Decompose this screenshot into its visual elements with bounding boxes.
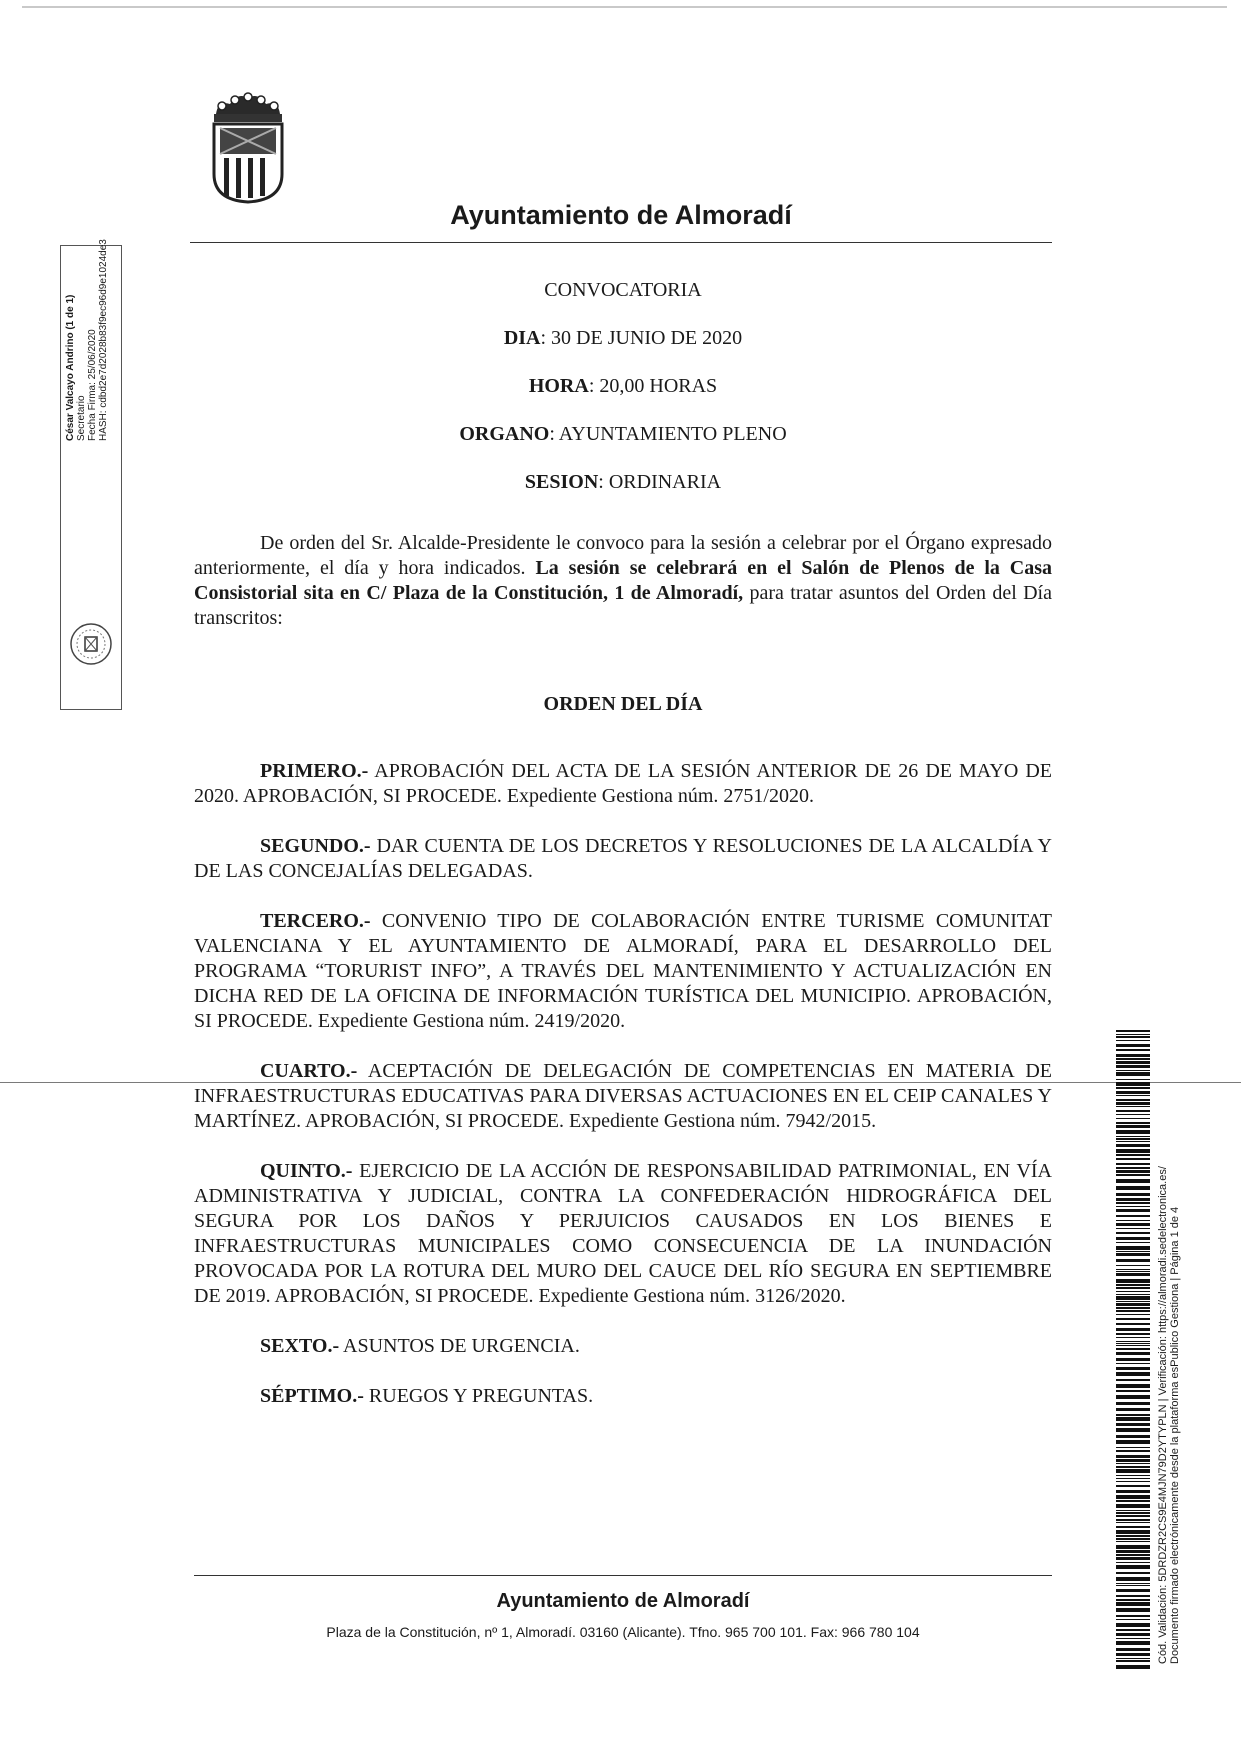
footer-address: Plaza de la Constitución, nº 1, Almoradí. 03160 (Alicante). Tfno. 965 700 101. Fax: 966 780 104 <box>326 1624 920 1640</box>
scan-top-line <box>22 6 1227 8</box>
page-title: Ayuntamiento de Almoradí <box>450 200 792 230</box>
signature-text <box>65 161 109 441</box>
agenda-heading: ORDEN DEL DÍA <box>543 693 703 715</box>
verification-code: Cód. Validación: 5DRDZR2CS9E4MJN79D2YTYPLN | Verificación: https://almoradi.sedelectronica.es/ <box>1157 1166 1169 1664</box>
signature-box <box>60 239 122 710</box>
signature-hash: HASH: cdbd2e7d2028b83f9ec96d9e1024de3 <box>98 239 109 441</box>
official-seal-icon <box>69 622 113 666</box>
convocatoria-heading: CONVOCATORIA <box>544 279 702 301</box>
agenda-item: CUARTO.- ACEPTACIÓN DE DELEGACIÓN DE COMPETENCIAS EN MATERIA DE INFRAESTRUCTURAS EDUCATIVAS PARA DIVERSAS ACTUACIONES EN EL CEIP CANALES Y MARTÍNEZ. APROBACIÓN, SI PROCEDE. Expediente Gestiona núm. 7942/2015. <box>194 1060 1052 1132</box>
footer-divider <box>194 1575 1052 1576</box>
agenda-item: SEXTO.- ASUNTOS DE URGENCIA. <box>260 1335 580 1357</box>
scan-fold-line <box>0 1082 1241 1083</box>
meeting-date: DIA: 30 DE JUNIO DE 2020 <box>503 327 743 349</box>
coat-of-arms-icon <box>208 92 288 204</box>
agenda-item: PRIMERO.- APROBACIÓN DEL ACTA DE LA SESIÓN ANTERIOR DE 26 DE MAYO DE 2020. APROBACIÓN, SI PROCEDE. Expediente Gestiona núm. 2751/2020. <box>194 760 1052 807</box>
signature-date: Fecha Firma: 25/06/2020 <box>87 329 98 441</box>
verification-text <box>1157 1024 1181 1664</box>
header-divider <box>190 242 1052 243</box>
agenda-item: TERCERO.- CONVENIO TIPO DE COLABORACIÓN ENTRE TURISME COMUNITAT VALENCIANA Y EL AYUNTAMIENTO DE ALMORADÍ, PARA EL DESARROLLO DEL PROGRAMA “TORURIST INFO”, A TRAVÉS DEL MANTENIMIENTO Y ACTUALIZACIÓN EN DICHA RED DE LA OFICINA DE INFORMACIÓN TURÍSTICA DEL MUNICIPIO. APROBACIÓN, SI PROCEDE. Expediente Gestiona núm. 2419/2020. <box>194 910 1052 1032</box>
verification-platform: Documento firmado electrónicamente desde la plataforma esPublico Gestiona | Página 1 de 4 <box>1169 1206 1181 1664</box>
meeting-organ: ORGANO: AYUNTAMIENTO PLENO <box>459 423 787 445</box>
meeting-session: SESION: ORDINARIA <box>524 471 722 493</box>
barcode-icon <box>1116 1030 1150 1670</box>
agenda-list <box>194 759 1052 1409</box>
meeting-time: HORA: 20,00 HORAS <box>528 375 718 397</box>
agenda-item: SÉPTIMO.- RUEGOS Y PREGUNTAS. <box>260 1385 594 1407</box>
document-body <box>194 278 1052 1409</box>
agenda-item: QUINTO.- EJERCICIO DE LA ACCIÓN DE RESPONSABILIDAD PATRIMONIAL, EN VÍA ADMINISTRATIVA Y JUDICIAL, CONTRA LA CONFEDERACIÓN HIDROGRÁFICA DEL SEGURA POR LOS DAÑOS Y PERJUICIOS CAUSADOS EN LOS BIENES E INFRAESTRUCTURAS MUNICIPALES COMO CONSECUENCIA DE LA INUNDACIÓN PROVOCADA POR LA ROTURA DEL MURO DEL CAUCE DEL RÍO SEGURA EN SEPTIEMBRE DE 2019. APROBACIÓN, SI PROCEDE. Expediente Gestiona núm. 3126/2020. <box>194 1160 1052 1307</box>
signer-role: Secretario <box>76 395 87 441</box>
agenda-item: SEGUNDO.- DAR CUENTA DE LOS DECRETOS Y RESOLUCIONES DE LA ALCALDÍA Y DE LAS CONCEJALÍAS DELEGADAS. <box>194 835 1052 882</box>
intro-paragraph: De orden del Sr. Alcalde-Presidente le convoco para la sesión a celebrar por el Órgano expresado anteriormente, el día y hora indicados. La sesión se celebrará en el Salón de Plenos de la Casa Consistorial sita en C/ Plaza de la Constitución, 1 de Almoradí, para tratar asuntos del Orden del Día transcritos: <box>194 532 1053 629</box>
footer-name: Ayuntamiento de Almoradí <box>496 1590 750 1612</box>
signer-name: César Valcayo Andrino (1 de 1) <box>65 294 76 441</box>
